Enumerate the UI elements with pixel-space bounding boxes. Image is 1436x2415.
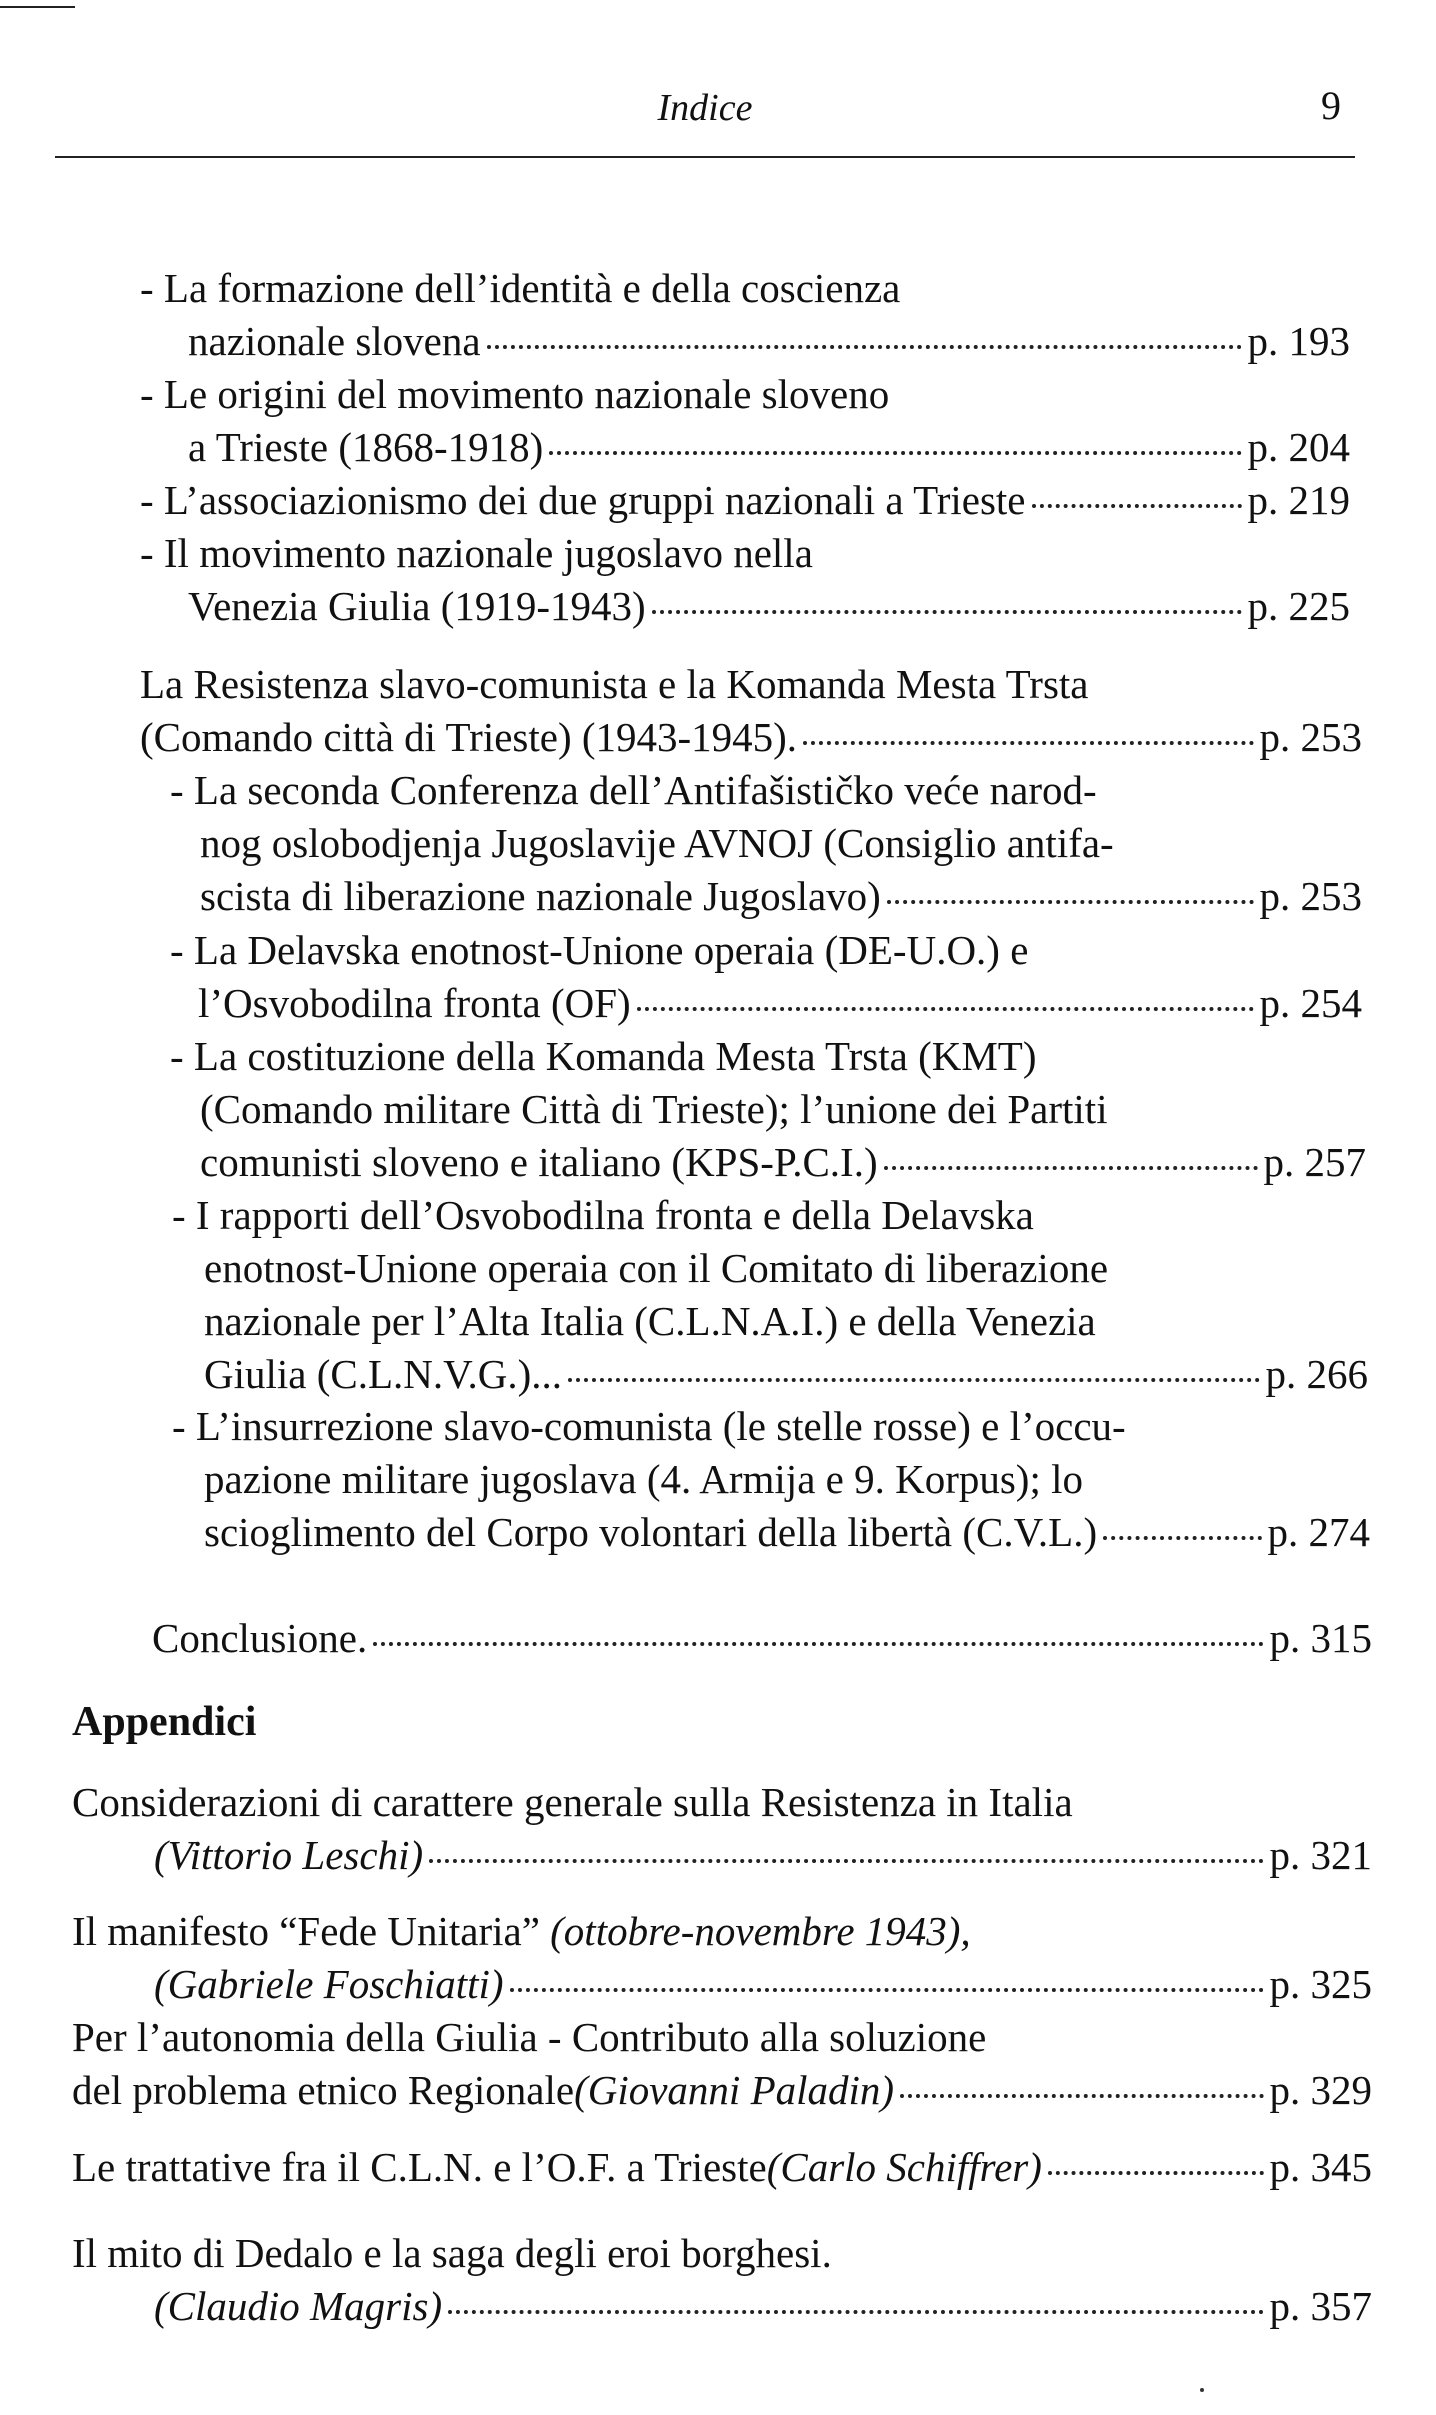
toc-entry xyxy=(172,1400,1370,1559)
toc-entry-text: - La formazione dell’identità e della coscienza xyxy=(140,265,901,311)
appendix-entry xyxy=(72,1776,1372,1882)
toc-entry-title: Conclusione. xyxy=(152,1615,368,1661)
leader-dots xyxy=(549,451,1241,455)
author-name: (Carlo Schiffrer) xyxy=(766,2144,1042,2190)
toc-page-ref: p. 325 xyxy=(1269,1961,1372,2007)
toc-entry-text: - La costituzione della Komanda Mesta Trsta (KMT) xyxy=(170,1033,1037,1079)
leader-dots xyxy=(887,900,1254,904)
toc-entry-title: comunisti sloveno e italiano (KPS-P.C.I.) xyxy=(200,1139,878,1185)
running-header xyxy=(55,76,1355,158)
appendix-entry xyxy=(72,2141,1372,2194)
leader-dots xyxy=(900,2094,1263,2098)
leader-dots xyxy=(373,1642,1263,1646)
toc-entry-text: - La Delavska enotnost-Unione operaia (DE-U.O.) e xyxy=(170,927,1029,973)
leader-dots xyxy=(803,741,1253,745)
toc-entry-title: l’Osvobodilna fronta (OF) xyxy=(198,980,631,1026)
toc-entry xyxy=(140,368,1350,474)
author-name: (Giovanni Paladin) xyxy=(574,2067,895,2113)
toc-entry-dates: (ottobre-novembre 1943), xyxy=(550,1908,971,1954)
toc-entry xyxy=(140,658,1362,764)
toc-entry-title: (Comando città di Trieste) (1943-1945). xyxy=(140,714,798,760)
toc-entry-title: Giulia (C.L.N.V.G.)... xyxy=(204,1351,562,1397)
toc-entry-title: scista di liberazione nazionale Jugoslavo) xyxy=(200,873,881,919)
leader-dots xyxy=(448,2310,1263,2314)
toc-entry xyxy=(172,1189,1368,1401)
toc-page-ref: p. 204 xyxy=(1247,424,1350,470)
header-title: Indice xyxy=(657,87,753,129)
toc-entry-title: nazionale slovena xyxy=(188,318,481,364)
toc-page-ref: p. 357 xyxy=(1269,2283,1372,2329)
toc-entry xyxy=(140,262,1350,368)
toc-entry xyxy=(152,1612,1372,1665)
toc-entry-text: nazionale per l’Alta Italia (C.L.N.A.I.) e della Venezia xyxy=(204,1298,1096,1344)
toc-entry xyxy=(170,764,1362,923)
toc-page-ref: p. 225 xyxy=(1247,583,1350,629)
toc-entry-text: Considerazioni di carattere generale sulla Resistenza in Italia xyxy=(72,1779,1073,1825)
toc-entry-text: - Il movimento nazionale jugoslavo nella xyxy=(140,530,813,576)
toc-page-ref: p. 266 xyxy=(1265,1351,1368,1397)
toc-entry-text: La Resistenza slavo-comunista e la Komanda Mesta Trsta xyxy=(140,661,1089,707)
toc-page-ref: p. 193 xyxy=(1247,318,1350,364)
toc-page-ref: p. 254 xyxy=(1259,980,1362,1026)
toc-entry-title: Venezia Giulia (1919-1943) xyxy=(188,583,646,629)
toc-entry-title: Il manifesto “Fede Unitaria” xyxy=(72,1908,551,1954)
toc-entry-text: (Comando militare Città di Trieste); l’unione dei Partiti xyxy=(200,1086,1108,1132)
appendix-entry xyxy=(72,2227,1372,2333)
author-name: (Claudio Magris) xyxy=(154,2283,443,2329)
toc-entry-text: Per l’autonomia della Giulia - Contributo alla soluzione xyxy=(72,2014,987,2060)
leader-dots xyxy=(487,345,1242,349)
toc-page-ref: p. 253 xyxy=(1259,714,1362,760)
toc-entry-title: Le trattative fra il C.L.N. e l’O.F. a Trieste xyxy=(72,2144,767,2190)
toc-entry-title: scioglimento del Corpo volontari della libertà (C.V.L.) xyxy=(204,1509,1098,1555)
leader-dots xyxy=(1032,504,1242,508)
toc-entry-text: - La seconda Conferenza dell’Antifašističko veće narod- xyxy=(170,767,1097,813)
toc-entry xyxy=(170,1030,1366,1189)
leader-dots xyxy=(429,1859,1263,1863)
leader-dots xyxy=(637,1007,1254,1011)
leader-dots xyxy=(1103,1536,1261,1540)
toc-page-ref: p. 329 xyxy=(1269,2067,1372,2113)
toc-entry-text: - L’insurrezione slavo-comunista (le stelle rosse) e l’occu- xyxy=(172,1403,1126,1449)
leader-dots xyxy=(568,1378,1260,1382)
section-heading: Appendici xyxy=(72,1699,257,1745)
toc-entry-text: pazione militare jugoslava (4. Armija e 9. Korpus); lo xyxy=(204,1456,1083,1502)
toc-entry xyxy=(140,474,1350,527)
leader-dots xyxy=(884,1166,1258,1170)
author-name: (Vittorio Leschi) xyxy=(154,1832,424,1878)
toc-page-ref: p. 219 xyxy=(1247,477,1350,523)
toc-entry-text: Il mito di Dedalo e la saga degli eroi borghesi. xyxy=(72,2230,832,2276)
toc-page-ref: p. 315 xyxy=(1269,1615,1372,1661)
toc-entry-text: nog oslobodjenja Jugoslavije AVNOJ (Consiglio antifa- xyxy=(200,820,1114,866)
author-name: (Gabriele Foschiatti) xyxy=(154,1961,504,2007)
toc-entry-title: del problema etnico Regionale xyxy=(72,2067,575,2113)
toc-entry-title: - L’associazionismo dei due gruppi nazionali a Trieste xyxy=(140,477,1026,523)
leader-dots xyxy=(1048,2171,1264,2175)
leader-dots xyxy=(652,610,1242,614)
appendix-entry xyxy=(72,1905,1372,2011)
toc-entry xyxy=(140,527,1350,633)
toc-entry-text: - Le origini del movimento nazionale sloveno xyxy=(140,371,890,417)
toc-page-ref: p. 345 xyxy=(1269,2144,1372,2190)
toc-entry xyxy=(170,924,1362,1030)
toc-page-ref: p. 257 xyxy=(1263,1139,1366,1185)
scan-speck xyxy=(1200,2388,1204,2392)
toc-page-ref: p. 274 xyxy=(1267,1509,1370,1555)
toc-entry-text: enotnost-Unione operaia con il Comitato di liberazione xyxy=(204,1245,1109,1291)
toc-entry-text: - I rapporti dell’Osvobodilna fronta e della Delavska xyxy=(172,1192,1034,1238)
toc-page-ref: p. 321 xyxy=(1269,1832,1372,1878)
appendix-entry xyxy=(72,2011,1372,2117)
toc-entry-title: a Trieste (1868-1918) xyxy=(188,424,544,470)
header-page-number: 9 xyxy=(1321,83,1341,128)
toc-page-ref: p. 253 xyxy=(1259,873,1362,919)
leader-dots xyxy=(510,1988,1264,1992)
scan-edge-line xyxy=(0,6,75,8)
